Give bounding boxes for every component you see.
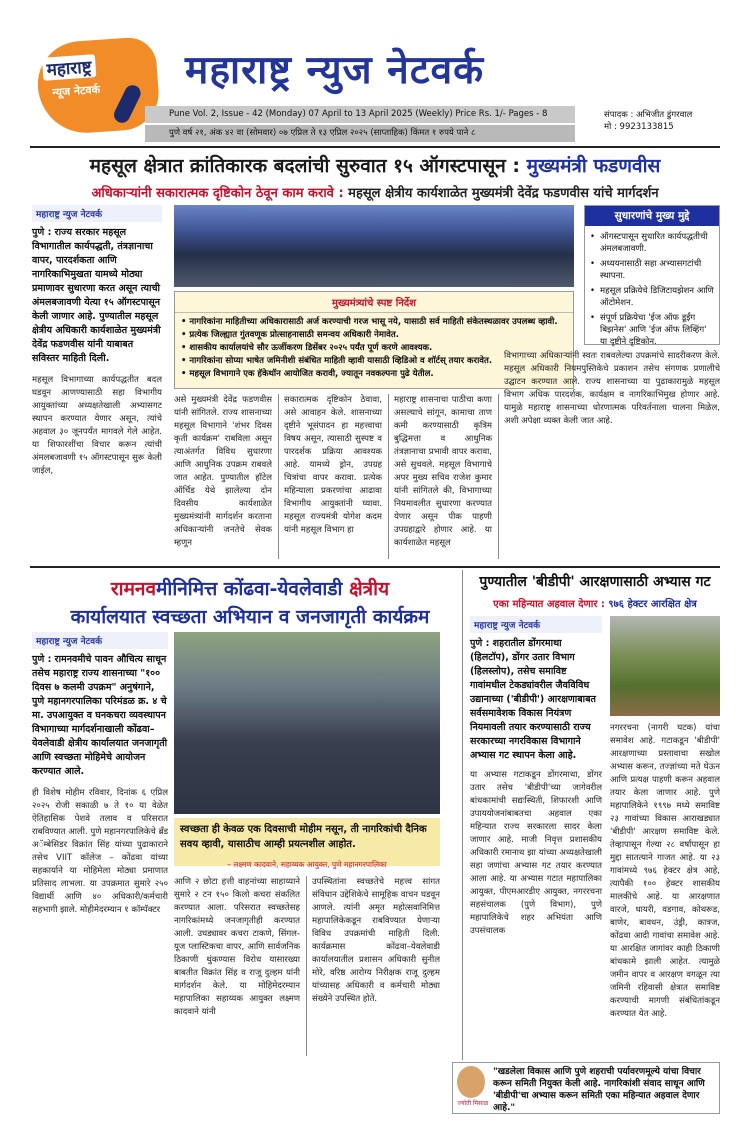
story3-headline: पुण्यातील 'बीडीपी' आरक्षणासाठी अभ्यास गट <box>479 574 711 590</box>
story3-col1-body: या अभ्यास गटाकडून डोंगरमाथा, डोंगर उतार तसेच 'बीडीपी'च्या जागेवरील बांधकामांची सद्यःस्थिती, शिफारशी आणि उपाययोजनांबाबतचा अहवाल एका महिन्यात राज्य सरकारला सादर केला जाणार आहे. माजी निवृत्त प्रशासकीय अधिकारी रमानाथ झा यांच्या अध्यक्षतेखाली सहा जणांचा अभ्यास गट तयार करण्यात आला आहे. या अभ्यास गटात महापालिका आयुक्त, पीएमआरडीए आयुक्त, नगररचना सहसंचालक (पुणे विभाग), पुणे महापालिकेचे शहर अभियंता आणि उपसंचालक <box>470 770 602 936</box>
reforms-box <box>584 205 720 345</box>
story3-byline: महाराष्ट्र न्युज नेटवर्क <box>470 616 602 633</box>
story1-col1-body: महसूल विभागाच्या कार्यपद्धतीत बदल घडवून आणण्यासाठी सहा विभागीय आयुक्तांच्या अध्यक्षतेखाली अभ्यासगट स्थापन करण्यात येणार असून, त्यांचे अहवाल ३० जूनपर्यंत मागवले गेले आहेत. या शिफारशींचा विचार करून त्यांची अंमलबजावणी १५ ऑगस्टपासून सुरू केली जाईल, <box>32 375 162 476</box>
story3-lead-column <box>470 616 602 999</box>
story3-subhead: एका महिन्यात अहवाल देणार : ९७६ हेक्टर आरक्षित क्षेत्र <box>493 599 697 610</box>
avatar <box>457 1066 485 1098</box>
masthead-logo <box>35 36 161 136</box>
directive-item: • नागरिकांना माहितीच्या अधिकारासाठी अर्ज करण्याची गरज भासू नये, यासाठी सर्व माहिती संकेतस्थळावर उपलब्ध व्हावी. <box>181 317 558 327</box>
story2-lead: पुणे : रामनवमीचे पावन औचित्य साधून तसेच महाराष्ट्र राज्य शासनाच्या "१०० दिवस ७ कलमी उपक्रम" अनुषंगाने, पुणे महानगरपालिका परिमंडळ क्र. ४ चे मा. उपआयुक्त व घनकचरा व्यवस्थापन विभागाच्या मार्गदर्शनाखाली कोंढवा–येवलेवाडी क्षेत्रीय कार्यालयात जनजागृती आणि स्वच्छता मोहिमेचे आयोजन करण्यात आले. <box>32 654 168 777</box>
story1-headline-a: महसूल क्षेत्रात क्रांतिकारक बदलांची सुरुवात १५ ऑगस्टपासून : <box>89 155 527 177</box>
story3-photo <box>610 616 720 716</box>
story1-col4-body: महाराष्ट्र शासनाचा पाठीचा कणा असल्याचे सांगून, कामाचा ताण कमी करण्यासाठी कृत्रिम बुद्धिमत्ता व आधुनिक तंत्रज्ञानाचा प्रभावी वापर करावा, असे सुचवले. महसूल विभागाचे अपर मुख्य सचिव राजेश कुमार यांनी सांगितले की, विभागाच्या नियमावलीत सुधारणा करण्यात येणार असून पीक पाहणी उपग्रहाद्वारे होणार आहे. या कार्यशाळेत महसूल <box>394 395 492 548</box>
column-rule <box>278 394 279 559</box>
section-rule <box>462 570 463 1060</box>
story3-quote: "खडलेला विकास आणि पुणे शहराची पर्यावरणमूल्ये यांचा विचार करून समिती नियुक्त केली आहे. नागरिकांशी संवाद साधून आणि 'बीडीपी'चा अभ्यास करून समिती एका महिन्यात अहवाल देणार आहे." <box>493 1067 705 1113</box>
story2-quote-cite: – लक्ष्मण कादवाने, सहाय्यक आयुक्त, पुणे महानगरपालिका <box>227 860 387 869</box>
story2-col3-body: उपस्थितांना स्वच्छतेचे महत्त्व सांगत संविधान उद्देशिकेचे सामूहिक वाचन घडवून आणले. त्यांनी अमृत महोत्सवानिमित्त महापालिकेकडून राबविण्यात येणाऱ्या विविध उपक्रमांची माहिती दिली. कार्यक्रमास कोंढवा–येवलेवाडी कार्यालयातील प्रशासन अधिकारी सुनील मोरे, वरिष्ठ आरोग्य निरीक्षक राजू दुल्हम यांच्यासह अधिकारी व कर्मचारी मोठ्या संख्येने उपस्थित होते. <box>312 877 440 1004</box>
reforms-list <box>585 226 719 348</box>
story3-lead: पुणे : शहरातील डोंगरमाथा (हिलटॉप), डोंगर उतार विभाग (हिलस्लोप), तसेच समाविष्ट गावांमधील टेकड्यांवरील जैवविविध उद्यानाच्या ('बीडीपी') आरक्षणाबाबत सर्वसमावेशक विकास नियंत्रण नियमावली तयार करण्यासाठी राज्य सरकारच्या नगरविकास विभागाने अभ्यास गट स्थापन केला आहे. <box>470 638 596 761</box>
story1-headline-b: मुख्यमंत्री फडणवीस <box>526 155 661 177</box>
story2-photo <box>174 632 440 814</box>
story2-headline: रामनवमीनिमित्त कोंढवा-येवलेवाडी क्षेत्रीय कार्यालयात स्वच्छता अभियान व जनजागृती कार्यक्रम <box>70 578 430 628</box>
divider <box>30 566 720 568</box>
story1-subhead-b: महसूल क्षेत्रीय कार्यशाळेत मुख्यमंत्री देवेंद्र फडणवीस यांचे मार्गदर्शन <box>348 186 659 201</box>
directives-title: मुख्यमंत्र्यांचे स्पष्ट निर्देश <box>175 292 573 313</box>
column-rule <box>306 876 307 1056</box>
directive-item: • शासकीय कार्यालयांचे सौर ऊर्जीकरण डिसेंबर २०२५ पर्यंत पूर्ण करणे आवश्यक. <box>181 343 433 353</box>
divider <box>30 146 720 148</box>
story1-byline: महाराष्ट्र न्युज नेटवर्क <box>32 205 162 222</box>
story1-headline <box>30 152 720 178</box>
story1-col5-body: विभागाच्या अधिकाऱ्यांनी स्वतः राबवलेल्या उपक्रमांचे सादरीकरण केले. महसूल अधिकारी नियमपुस्तिकेचे प्रकाशन तसेच संगणक प्रणालीचे उद्घाटन करण्यात आले. राज्य शासनाच्या या पुढाकारामुळे महसूल विभाग अधिक पारदर्शक, कार्यक्षम व नागरिकाभिमुख होणार आहे. यामुळे महाराष्ट्र शासनाच्या धोरणात्मक परिवर्तनाला चालना मिळेल, अशी अपेक्षा व्यक्त केली जात आहे. <box>504 351 720 426</box>
story1-subhead <box>30 183 720 201</box>
reform-item: • संपूर्ण प्रक्रियेचा 'ईज ऑफ डूईंग बिझनेस' आणि 'ईज ऑफ लिव्हिंग' या दृष्टीने दृष्टिकोन. <box>590 312 714 348</box>
editor-info <box>604 109 692 133</box>
logo-line2: न्यूज नेटवर्क <box>51 82 101 100</box>
story1-lead: पुणे : राज्य सरकार महसूल विभागातील कार्यपद्धती, तंत्रज्ञानाचा वापर, पारदर्शकता आणि नागरिकाभिमुखता यामध्ये मोठ्या प्रमाणावर सुधारणा करत असून त्याची अंमलबजावणी येत्या १५ ऑगस्टपासून केली जाणार आहे. पुण्यातील महसूल क्षेत्रीय अधिकारी कार्यशाळेत मुख्यमंत्री देवेंद्र फडणवीस यांनी याबाबत सविस्तर माहिती दिली. <box>32 227 161 364</box>
column-rule <box>388 394 389 559</box>
story1-col2-body: असे मुख्यमंत्री देवेंद्र फडणवीस यांनी सांगितले. राज्य शासनाच्या महसूल विभागाने 'शंभर दिवस कृती कार्यक्रम' राबविला असून त्याअंतर्गत विविध सुधारणा आणि आधुनिक उपक्रम राबवले जात आहेत. पुण्यातील हॉटेल ऑर्चिड येथे झालेल्या दोन दिवसीय कार्यशाळेत मुख्यमंत्र्यांनी मार्गदर्शन करताना अधिकाऱ्यांनी जनतेचे सेवक म्हणून <box>174 395 272 548</box>
story2-byline: महाराष्ट्र न्युज नेटवर्क <box>32 632 168 649</box>
story3-col2-body: नगररचना (नागरी घटक) यांचा समावेश आहे. गटाकडून 'बीडीपी' आरक्षणाच्या प्रस्तावाचा सखोल अभ्यास करून, तज्ज्ञांच्या मते घेऊन आणि प्रत्यक्ष पाहणी करून अहवाल तयार केला जाणार आहे. पुणे महापालिकेने १९९७ मध्ये समाविष्ट २३ गावांच्या विकास आराखड्यात 'बीडीपी' आरक्षण समाविष्ट केले. तेव्हापासून गेल्या २८ वर्षांपासून हा मुद्दा सातत्याने गाजत आहे. या २३ गावांमध्ये ९७६ हेक्टर क्षेत्र आहे, त्यापैकी १०० हेक्टर शासकीय मालकीचे आहे. या आरक्षणात वारजे, धायरी, वडगाव, कोथरूड, बाणेर, बावधन, उंड्री, कात्रज, कोंढवा आदी गावांचा समावेश आहे. या आरक्षित जागांवर काही ठिकाणी बांधकामे झाली आहेत. त्यामुळे जमीन वापर व आरक्षण वगळून त्या जमिनी रहिवासी क्षेत्रात समाविष्ट करण्याची मागणी संबंधितांकडून करण्यात येत आहे. <box>610 723 720 1019</box>
logo-line1: महाराष्ट्र <box>42 54 96 81</box>
reform-item: • ऑगस्टपासून सुधारित कार्यपद्धतीची अंमलबजावणी. <box>590 231 714 255</box>
masthead-title: महाराष्ट्र न्युज नेटवर्क <box>185 48 485 93</box>
reform-item: • अध्ययनासाठी सहा अभ्यासगटांची स्थापना. <box>590 258 714 282</box>
edition-line-mr: पुणे वर्ष २१, अंक ४२ वा (सोमवार) ०७ एप्रिल ते १३ एप्रिल २०२५ (साप्ताहिक) किंमत १ रुपये पाने ८ <box>145 125 575 142</box>
story1-subhead-a: अधिकाऱ्यांनी सकारात्मक दृष्टिकोन ठेवून काम करावे : <box>91 186 349 201</box>
microphone-icon <box>111 83 143 126</box>
story1-col3-body: सकारात्मक दृष्टिकोन ठेवावा, असे आवाहन केले. शासनाच्या दृष्टीने भूसंपादन हा महत्त्वाचा विषय असून, त्यासाठी सुस्पष्ट व पारदर्शक प्रक्रिया आवश्यक आहे. यामध्ये ड्रोन, उपग्रह चित्रांचा वापर करावा. प्रत्येक महिन्याला प्रकरणांचा आढावा विभागीय आयुक्तांनी घ्यावा. महसूल राज्यमंत्री योगेश कदम यांनी महसूल विभाग हा <box>284 395 382 535</box>
editor-mobile: मो : 9923133815 <box>604 122 674 132</box>
edition-line-en: Pune Vol. 2, Issue - 42 (Monday) 07 April to 13 April 2025 (Weekly) Price Rs. 1/- Pages - 8 <box>145 106 575 123</box>
story2-col2-body: आणि २ छोटा हत्ती वाहनांच्या साहाय्याने सुमारे २ टन १५० किलो कचरा संकलित करण्यात आला. परिसरात स्वच्छतेसह नागरिकांमध्ये जनजागृतीही करण्यात आली. उघड्यावर कचरा टाकणे, सिंगल-यूज प्लास्टिकचा वापर, आणि सार्वजनिक ठिकाणी थुंकण्यास विरोध यासारख्या बाबतीत विक्रांत सिंह व राजू दुल्हम यांनी मार्गदर्शन केले. या मोहिमेदरम्यान महापालिका सहाय्यक आयुक्त लक्ष्मण कादवाने यांनी <box>174 877 300 1017</box>
editor-name: संपादक : अभिजीत डुंगरवाल <box>604 110 693 120</box>
story1-photo <box>174 205 574 287</box>
column-rule <box>498 394 499 559</box>
directive-item: • प्रत्येक जिल्ह्यात गुंतवणूक प्रोत्साहनासाठी समन्वय अधिकारी नेमावेत. <box>181 330 399 340</box>
reform-item: • महसूल प्रक्रियेचे डिजिटायझेशन आणि ऑटोमेशन. <box>590 285 714 309</box>
directive-item: • महसूल विभागाने एक हॅकेथॉन आयोजित करावी, ज्यातून नवकल्पना पुढे येतील. <box>181 369 434 379</box>
story2-col1-body: ही विशेष मोहीम रविवार, दिनांक ६ एप्रिल २०२५ रोजी सकाळी ७ ते १० या वेळेत ऐतिहासिक पेशवे तलाव व परिसरात राबविण्यात आली. पुणे महानगरपालिकेचे ब्रँड अॅम्बेसिडर विक्रांत सिंह यांच्या पुढाकाराने तसेच VIIT कॉलेज – कोंढवा यांच्या सहकार्याने या मोहिमेला मोठ्या प्रमाणात प्रतिसाद लाभला. या उपक्रमात सुमारे २५० विद्यार्थी आणि ४० अधिकारी/कर्मचारी सहभागी झाले. मोहीमेदरम्यान १ कॉम्पॅक्टर <box>32 788 168 915</box>
story2-lead-column <box>32 632 168 955</box>
story1-lead-column <box>32 205 162 514</box>
quote-author: ज्योती मिसाळ <box>457 1100 489 1107</box>
story2-quote: स्वच्छता ही केवळ एक दिवसाची मोहीम नसून, ती नागरिकांची दैनिक सवय व्हावी, यासाठीच आम्ही प्रयत्नशील आहोत. <box>174 818 440 866</box>
directive-item: • नागरिकांना सोप्या भाषेत जमिनीशी संबंधित माहिती व्हावी यासाठी व्हिडिओ व शॉर्टस् तयार करावेत. <box>181 356 493 366</box>
story3-quote-box <box>452 1062 720 1114</box>
reforms-title: सुधारणांचे मुख्य मुद्दे <box>585 206 719 226</box>
